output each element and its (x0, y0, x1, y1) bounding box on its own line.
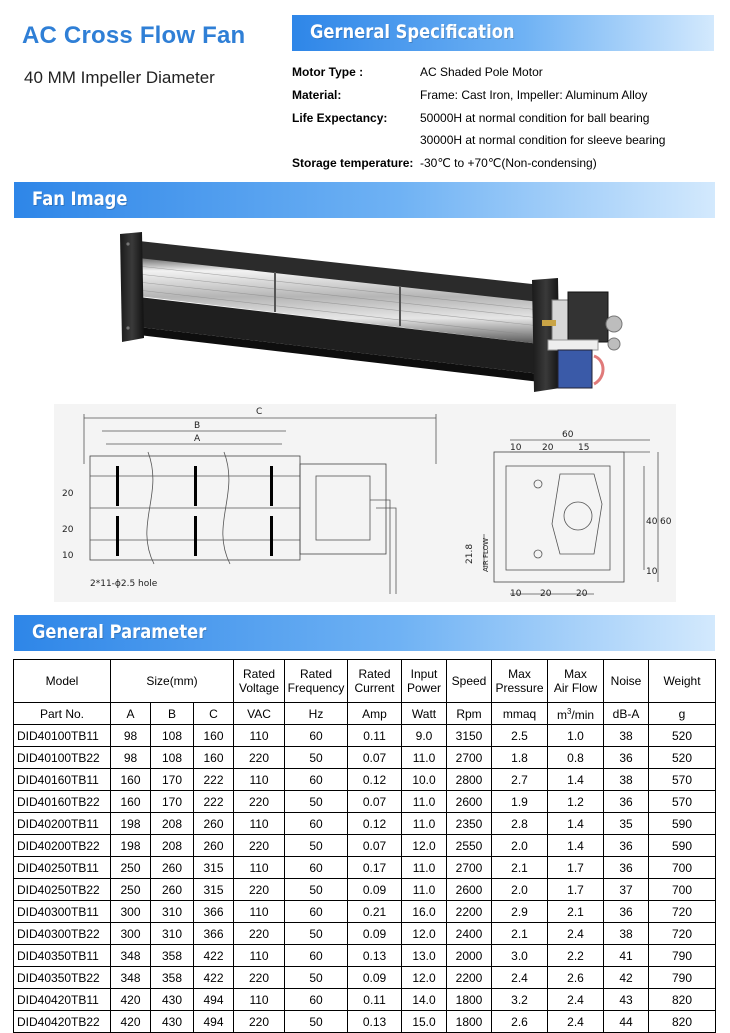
dim-bottom-3: 20 (576, 589, 588, 599)
unit-amp: Amp (348, 703, 402, 725)
cell-airflow: 1.7 (548, 879, 604, 901)
dim-bottom-2: 20 (540, 589, 552, 599)
fan-product-photo (100, 228, 630, 404)
cell-size-c: 494 (194, 989, 234, 1011)
cell-part-no: DID40100TB22 (14, 747, 111, 769)
cell-size-a: 160 (111, 791, 151, 813)
cell-speed: 2700 (447, 747, 492, 769)
cell-frequency: 60 (285, 945, 348, 967)
cell-size-c: 160 (194, 747, 234, 769)
cell-airflow: 2.4 (548, 989, 604, 1011)
spec-row (292, 85, 722, 108)
cell-part-no: DID40350TB22 (14, 967, 111, 989)
col-weight: Weight (649, 660, 716, 703)
cell-current: 0.17 (348, 857, 402, 879)
table-row (14, 725, 716, 747)
cell-frequency: 60 (285, 769, 348, 791)
cell-size-b: 260 (151, 879, 194, 901)
spec-value: 50000H at normal condition for ball bearing (420, 110, 650, 125)
cell-noise: 41 (604, 945, 649, 967)
cell-pressure: 2.7 (492, 769, 548, 791)
cell-pressure: 2.6 (492, 1011, 548, 1033)
cell-size-b: 108 (151, 747, 194, 769)
cell-part-no: DID40250TB22 (14, 879, 111, 901)
table-row (14, 945, 716, 967)
cell-airflow: 2.2 (548, 945, 604, 967)
cell-current: 0.09 (348, 923, 402, 945)
cell-size-a: 300 (111, 923, 151, 945)
cell-voltage: 220 (234, 1011, 285, 1033)
table-unit-row (14, 703, 716, 725)
cell-power: 15.0 (402, 1011, 447, 1033)
cell-current: 0.11 (348, 989, 402, 1011)
table-row (14, 879, 716, 901)
cell-weight: 720 (649, 901, 716, 923)
cell-pressure: 2.0 (492, 835, 548, 857)
unit-part: Part No. (14, 703, 111, 725)
air-flow-label: AIR FLOW (482, 537, 490, 572)
cell-power: 12.0 (402, 835, 447, 857)
cell-size-b: 208 (151, 813, 194, 835)
cell-voltage: 110 (234, 901, 285, 923)
cell-frequency: 50 (285, 1011, 348, 1033)
page-subtitle: 40 MM Impeller Diameter (24, 68, 215, 87)
cell-size-c: 366 (194, 901, 234, 923)
cell-pressure: 2.1 (492, 857, 548, 879)
cell-size-c: 222 (194, 769, 234, 791)
spec-row (292, 108, 722, 131)
cell-frequency: 50 (285, 879, 348, 901)
spec-row (292, 62, 722, 85)
fan-image-banner-title: Fan Image (32, 188, 128, 210)
cell-weight: 720 (649, 923, 716, 945)
cell-current: 0.13 (348, 1011, 402, 1033)
cell-part-no: DID40160TB11 (14, 769, 111, 791)
cell-size-a: 198 (111, 835, 151, 857)
cell-current: 0.12 (348, 769, 402, 791)
fan-image-banner (14, 182, 715, 218)
cell-part-no: DID40200TB11 (14, 813, 111, 835)
cell-weight: 520 (649, 747, 716, 769)
cell-airflow: 1.4 (548, 813, 604, 835)
dim-top-4: 15 (578, 443, 590, 453)
dim-label-a: A (194, 434, 201, 444)
cell-speed: 3150 (447, 725, 492, 747)
col-frequency: Rated Frequency (285, 660, 348, 703)
cell-size-c: 260 (194, 813, 234, 835)
cell-noise: 37 (604, 879, 649, 901)
spec-list (292, 62, 722, 176)
cell-size-b: 358 (151, 945, 194, 967)
cell-power: 11.0 (402, 857, 447, 879)
table-row (14, 747, 716, 769)
cell-power: 13.0 (402, 945, 447, 967)
cell-voltage: 220 (234, 967, 285, 989)
cell-size-b: 430 (151, 1011, 194, 1033)
cell-pressure: 3.2 (492, 989, 548, 1011)
param-banner (14, 615, 715, 651)
cell-power: 11.0 (402, 813, 447, 835)
spec-value: Frame: Cast Iron, Impeller: Aluminum Alloy (420, 87, 648, 102)
cell-pressure: 2.4 (492, 967, 548, 989)
cell-voltage: 110 (234, 725, 285, 747)
table-header-row (14, 660, 716, 703)
cell-part-no: DID40350TB11 (14, 945, 111, 967)
cell-voltage: 110 (234, 989, 285, 1011)
cell-weight: 790 (649, 967, 716, 989)
cell-size-c: 222 (194, 791, 234, 813)
cell-current: 0.13 (348, 945, 402, 967)
cell-size-b: 260 (151, 857, 194, 879)
cell-size-c: 315 (194, 879, 234, 901)
cell-power: 9.0 (402, 725, 447, 747)
dim-left-2: 20 (62, 525, 74, 535)
cell-pressure: 1.9 (492, 791, 548, 813)
cell-size-b: 310 (151, 923, 194, 945)
dim-bottom-1: 10 (510, 589, 522, 599)
cell-power: 11.0 (402, 879, 447, 901)
table-row (14, 1011, 716, 1033)
spec-label: Material: (292, 87, 342, 102)
cell-noise: 38 (604, 923, 649, 945)
cell-noise: 38 (604, 769, 649, 791)
cell-frequency: 60 (285, 857, 348, 879)
cell-size-b: 208 (151, 835, 194, 857)
parameter-table (13, 659, 716, 1033)
cell-frequency: 50 (285, 747, 348, 769)
cell-noise: 36 (604, 791, 649, 813)
col-current: Rated Current (348, 660, 402, 703)
cell-size-a: 250 (111, 857, 151, 879)
table-row (14, 813, 716, 835)
spec-banner-title: Gerneral Specification (310, 21, 515, 43)
cell-part-no: DID40160TB22 (14, 791, 111, 813)
unit-airflow: $m^3/\min$ (548, 703, 604, 725)
cell-noise: 36 (604, 835, 649, 857)
cell-size-a: 348 (111, 945, 151, 967)
cell-size-a: 250 (111, 879, 151, 901)
cell-size-a: 420 (111, 1011, 151, 1033)
spec-value: 30000H at normal condition for sleeve bearing (420, 133, 666, 148)
cell-speed: 2800 (447, 769, 492, 791)
cell-size-a: 198 (111, 813, 151, 835)
cell-part-no: DID40300TB22 (14, 923, 111, 945)
cell-weight: 820 (649, 1011, 716, 1033)
unit-c: C (194, 703, 234, 725)
cell-pressure: 2.8 (492, 813, 548, 835)
cell-power: 11.0 (402, 747, 447, 769)
cell-size-c: 366 (194, 923, 234, 945)
cell-size-c: 315 (194, 857, 234, 879)
cell-weight: 590 (649, 813, 716, 835)
col-size: Size(mm) (111, 660, 234, 703)
cell-noise: 36 (604, 901, 649, 923)
dim-left-1: 20 (62, 489, 74, 499)
cell-pressure: 2.1 (492, 923, 548, 945)
cell-noise: 36 (604, 857, 649, 879)
cell-noise: 43 (604, 989, 649, 1011)
cell-power: 14.0 (402, 989, 447, 1011)
col-airflow: Max Air Flow (548, 660, 604, 703)
cell-frequency: 50 (285, 791, 348, 813)
dim-side-1: 21.8 (465, 543, 475, 564)
cell-weight: 820 (649, 989, 716, 1011)
cell-power: 10.0 (402, 769, 447, 791)
cell-size-a: 98 (111, 747, 151, 769)
cell-size-b: 358 (151, 967, 194, 989)
cell-current: 0.21 (348, 901, 402, 923)
cell-noise: 36 (604, 747, 649, 769)
col-speed: Speed (447, 660, 492, 703)
cell-noise: 44 (604, 1011, 649, 1033)
cell-pressure: 1.8 (492, 747, 548, 769)
cell-pressure: 3.0 (492, 945, 548, 967)
cell-weight: 590 (649, 835, 716, 857)
cell-voltage: 220 (234, 923, 285, 945)
dim-label-b: B (194, 421, 201, 431)
cell-size-b: 108 (151, 725, 194, 747)
cell-speed: 2000 (447, 945, 492, 967)
cell-size-a: 300 (111, 901, 151, 923)
cell-size-b: 170 (151, 791, 194, 813)
cell-voltage: 110 (234, 769, 285, 791)
cell-current: 0.09 (348, 967, 402, 989)
cell-speed: 2200 (447, 901, 492, 923)
cell-airflow: 1.7 (548, 857, 604, 879)
cell-power: 11.0 (402, 791, 447, 813)
cell-airflow: 1.4 (548, 769, 604, 791)
cell-weight: 570 (649, 769, 716, 791)
cell-size-a: 348 (111, 967, 151, 989)
dim-label-c: C (256, 407, 263, 417)
col-power: Input Power (402, 660, 447, 703)
spec-banner (292, 15, 714, 51)
table-row (14, 791, 716, 813)
dim-top-3: 20 (542, 443, 554, 453)
col-pressure: Max Pressure (492, 660, 548, 703)
cell-airflow: 1.2 (548, 791, 604, 813)
cell-size-c: 260 (194, 835, 234, 857)
spec-label: Motor Type : (292, 65, 364, 79)
cell-size-c: 422 (194, 945, 234, 967)
cell-size-a: 420 (111, 989, 151, 1011)
cell-part-no: DID40250TB11 (14, 857, 111, 879)
table-row (14, 989, 716, 1011)
col-voltage: Rated Voltage (234, 660, 285, 703)
param-banner-title: General Parameter (32, 621, 207, 643)
cell-noise: 38 (604, 725, 649, 747)
cell-size-a: 160 (111, 769, 151, 791)
unit-watt: Watt (402, 703, 447, 725)
cell-pressure: 2.9 (492, 901, 548, 923)
cell-airflow: 2.4 (548, 1011, 604, 1033)
cell-voltage: 220 (234, 791, 285, 813)
cell-airflow: 2.6 (548, 967, 604, 989)
cell-speed: 2600 (447, 879, 492, 901)
dim-left-3: 10 (62, 551, 74, 561)
cell-part-no: DID40300TB11 (14, 901, 111, 923)
unit-a: A (111, 703, 151, 725)
cell-voltage: 110 (234, 813, 285, 835)
dim-right-1: 40 (646, 517, 658, 527)
cell-voltage: 110 (234, 857, 285, 879)
col-noise: Noise (604, 660, 649, 703)
cell-airflow: 2.4 (548, 923, 604, 945)
cell-frequency: 50 (285, 923, 348, 945)
cell-airflow: 0.8 (548, 747, 604, 769)
cell-pressure: 2.0 (492, 879, 548, 901)
cell-part-no: DID40420TB11 (14, 989, 111, 1011)
spec-label: Storage temperature: (292, 156, 414, 171)
spec-value: -30℃ to +70℃(Non-condensing) (420, 156, 597, 171)
dimension-drawing (54, 404, 676, 602)
cell-speed: 2700 (447, 857, 492, 879)
cell-part-no: DID40420TB22 (14, 1011, 111, 1033)
unit-b: B (151, 703, 194, 725)
page-title: AC Cross Flow Fan (22, 22, 246, 49)
cell-weight: 570 (649, 791, 716, 813)
cell-power: 12.0 (402, 923, 447, 945)
unit-vac: VAC (234, 703, 285, 725)
cell-frequency: 50 (285, 835, 348, 857)
dim-right-2: 60 (660, 517, 672, 527)
cell-weight: 700 (649, 879, 716, 901)
cell-size-b: 170 (151, 769, 194, 791)
spec-value: AC Shaded Pole Motor (420, 65, 543, 79)
cell-size-b: 430 (151, 989, 194, 1011)
cell-speed: 2400 (447, 923, 492, 945)
cell-frequency: 60 (285, 813, 348, 835)
cell-weight: 520 (649, 725, 716, 747)
spec-row (292, 153, 722, 176)
unit-g: g (649, 703, 716, 725)
cell-speed: 2600 (447, 791, 492, 813)
cell-part-no: DID40100TB11 (14, 725, 111, 747)
cell-size-c: 422 (194, 967, 234, 989)
cell-noise: 35 (604, 813, 649, 835)
cell-voltage: 220 (234, 747, 285, 769)
cell-current: 0.09 (348, 879, 402, 901)
cell-current: 0.07 (348, 747, 402, 769)
spec-row (292, 130, 722, 153)
cell-current: 0.07 (348, 791, 402, 813)
cell-pressure: 2.5 (492, 725, 548, 747)
cell-speed: 1800 (447, 1011, 492, 1033)
spec-label: Life Expectancy: (292, 110, 388, 125)
table-row (14, 769, 716, 791)
cell-noise: 42 (604, 967, 649, 989)
cell-voltage: 220 (234, 835, 285, 857)
cell-airflow: 1.0 (548, 725, 604, 747)
dim-top-2: 10 (510, 443, 522, 453)
cell-voltage: 110 (234, 945, 285, 967)
cell-speed: 1800 (447, 989, 492, 1011)
unit-hz: Hz (285, 703, 348, 725)
cell-frequency: 60 (285, 901, 348, 923)
table-row (14, 901, 716, 923)
cell-airflow: 2.1 (548, 901, 604, 923)
unit-dba: dB-A (604, 703, 649, 725)
cell-size-b: 310 (151, 901, 194, 923)
cell-size-a: 98 (111, 725, 151, 747)
cell-frequency: 60 (285, 725, 348, 747)
cell-speed: 2350 (447, 813, 492, 835)
cell-speed: 2550 (447, 835, 492, 857)
cell-current: 0.11 (348, 725, 402, 747)
cell-weight: 790 (649, 945, 716, 967)
cell-power: 12.0 (402, 967, 447, 989)
cell-speed: 2200 (447, 967, 492, 989)
dim-top-1: 60 (562, 430, 574, 440)
cell-weight: 700 (649, 857, 716, 879)
cell-current: 0.12 (348, 813, 402, 835)
cell-power: 16.0 (402, 901, 447, 923)
unit-mmaq: mmaq (492, 703, 548, 725)
cell-part-no: DID40200TB22 (14, 835, 111, 857)
table-row (14, 967, 716, 989)
cell-voltage: 220 (234, 879, 285, 901)
table-row (14, 835, 716, 857)
dim-right-3: 10 (646, 567, 658, 577)
table-row (14, 857, 716, 879)
table-row (14, 923, 716, 945)
col-model: Model (14, 660, 111, 703)
cell-size-c: 494 (194, 1011, 234, 1033)
cell-airflow: 1.4 (548, 835, 604, 857)
cell-frequency: 60 (285, 989, 348, 1011)
unit-rpm: Rpm (447, 703, 492, 725)
cell-frequency: 50 (285, 967, 348, 989)
hole-note: 2*11-ϕ2.5 hole (90, 579, 158, 589)
cell-size-c: 160 (194, 725, 234, 747)
cell-current: 0.07 (348, 835, 402, 857)
